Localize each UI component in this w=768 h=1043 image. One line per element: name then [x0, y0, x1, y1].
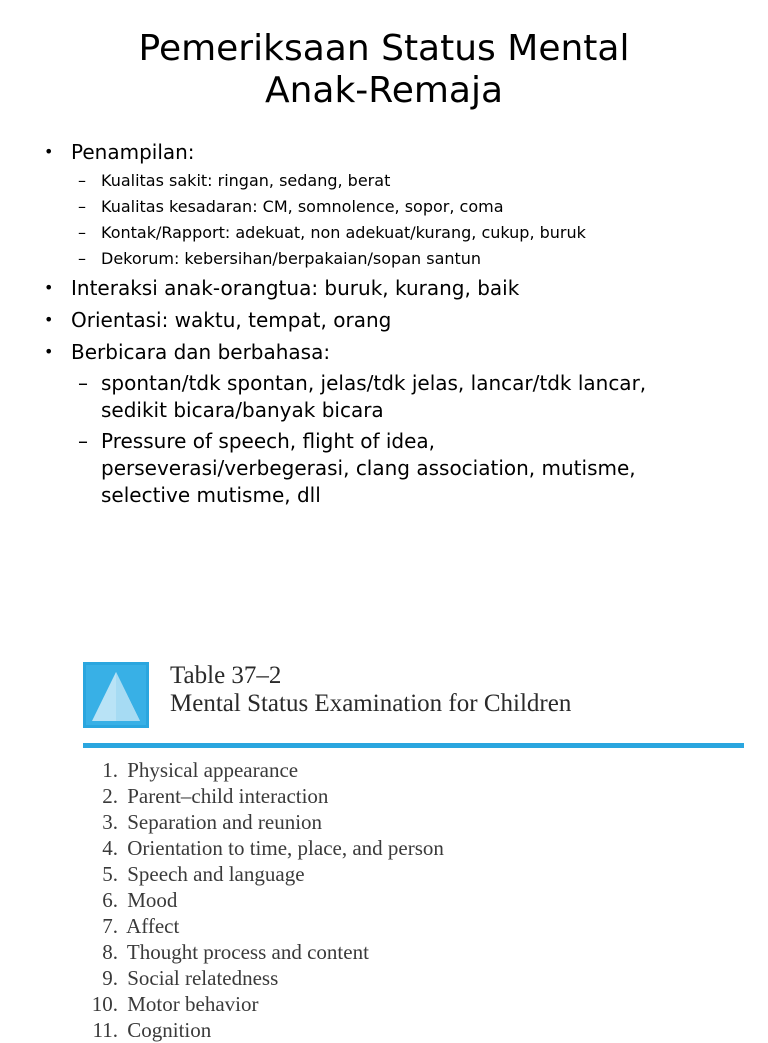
dash-icon: – [78, 197, 86, 216]
dash-icon: – [78, 171, 86, 190]
slide-title [0, 28, 768, 112]
table-item-number: 10. [91, 992, 118, 1016]
bullet-label: Orientasi: waktu, tempat, orang [71, 308, 392, 332]
table-item-text: Motor behavior [127, 992, 259, 1016]
bullet-icon: • [44, 142, 54, 161]
table-item-list [80, 757, 680, 1043]
table-item [80, 965, 680, 991]
table-figure [80, 662, 744, 1042]
table-item [80, 1017, 680, 1043]
bullet-label: Berbicara dan berbahasa: [71, 340, 331, 364]
bullet-orientasi [44, 306, 744, 334]
bullet-icon: • [44, 278, 54, 297]
table-item [80, 939, 680, 965]
table-title: Mental Status Examination for Children [170, 690, 572, 717]
dash-icon: – [78, 371, 88, 395]
sub-item-line: Pressure of speech, flight of idea, [101, 429, 436, 453]
sub-item [44, 220, 744, 246]
table-item-number: 4. [102, 836, 118, 860]
table-item [80, 991, 680, 1017]
sub-item [44, 428, 744, 509]
table-item-number: 7. [102, 914, 118, 938]
bullet-icon: • [44, 342, 54, 361]
table-divider [83, 743, 744, 748]
table-item [80, 809, 680, 835]
bullet-penampilan [44, 138, 744, 166]
sub-list-penampilan [44, 168, 744, 272]
title-line-2: Anak-Remaja [264, 70, 504, 111]
table-item-number: 9. [102, 966, 118, 990]
dash-icon: – [78, 223, 86, 242]
sub-item-text: Dekorum: kebersihan/berpakaian/sopan santun [101, 249, 482, 268]
table-item [80, 913, 680, 939]
table-item [80, 757, 680, 783]
table-item-text: Affect [126, 914, 180, 938]
table-item-number: 1. [102, 758, 118, 782]
triangle-icon [83, 662, 149, 728]
bullet-label: Interaksi anak-orangtua: buruk, kurang, baik [71, 276, 520, 300]
bullet-list [44, 138, 744, 513]
table-item-number: 5. [102, 862, 118, 886]
table-item-text: Orientation to time, place, and person [127, 836, 444, 860]
sub-item-text: Kualitas kesadaran: CM, somnolence, sopor, coma [101, 197, 504, 216]
bullet-icon: • [44, 310, 54, 329]
sub-item-line: selective mutisme, dll [101, 483, 321, 507]
table-item-text: Social relatedness [127, 966, 279, 990]
sub-item-text: Kualitas sakit: ringan, sedang, berat [101, 171, 391, 190]
table-item [80, 783, 680, 809]
table-item [80, 835, 680, 861]
sub-item-line: spontan/tdk spontan, jelas/tdk jelas, lancar/tdk lancar, [101, 371, 647, 395]
bullet-label: Penampilan: [71, 140, 195, 164]
sub-item [44, 370, 744, 424]
sub-item [44, 168, 744, 194]
table-item [80, 887, 680, 913]
bullet-berbicara [44, 338, 744, 366]
table-item [80, 861, 680, 887]
bullet-interaksi [44, 274, 744, 302]
sub-item-line: sedikit bicara/banyak bicara [101, 398, 384, 422]
table-item-number: 11. [92, 1018, 118, 1042]
table-item-text: Physical appearance [127, 758, 299, 782]
table-number: Table 37–2 [170, 662, 282, 689]
sub-item [44, 194, 744, 220]
dash-icon: – [78, 429, 88, 453]
table-item-number: 8. [102, 940, 118, 964]
sub-item [44, 246, 744, 272]
table-item-text: Cognition [127, 1018, 212, 1042]
table-item-number: 6. [102, 888, 118, 912]
table-item-number: 2. [102, 784, 118, 808]
dash-icon: – [78, 249, 86, 268]
sub-item-text: Kontak/Rapport: adekuat, non adekuat/kurang, cukup, buruk [101, 223, 586, 242]
table-item-text: Separation and reunion [127, 810, 323, 834]
sub-item-line: perseverasi/verbegerasi, clang association, mutisme, [101, 456, 636, 480]
table-item-number: 3. [102, 810, 118, 834]
table-item-text: Speech and language [127, 862, 305, 886]
table-item-text: Thought process and content [126, 940, 369, 964]
table-item-text: Mood [127, 888, 178, 912]
title-line-1: Pemeriksaan Status Mental [138, 28, 630, 69]
table-item-text: Parent–child interaction [127, 784, 329, 808]
